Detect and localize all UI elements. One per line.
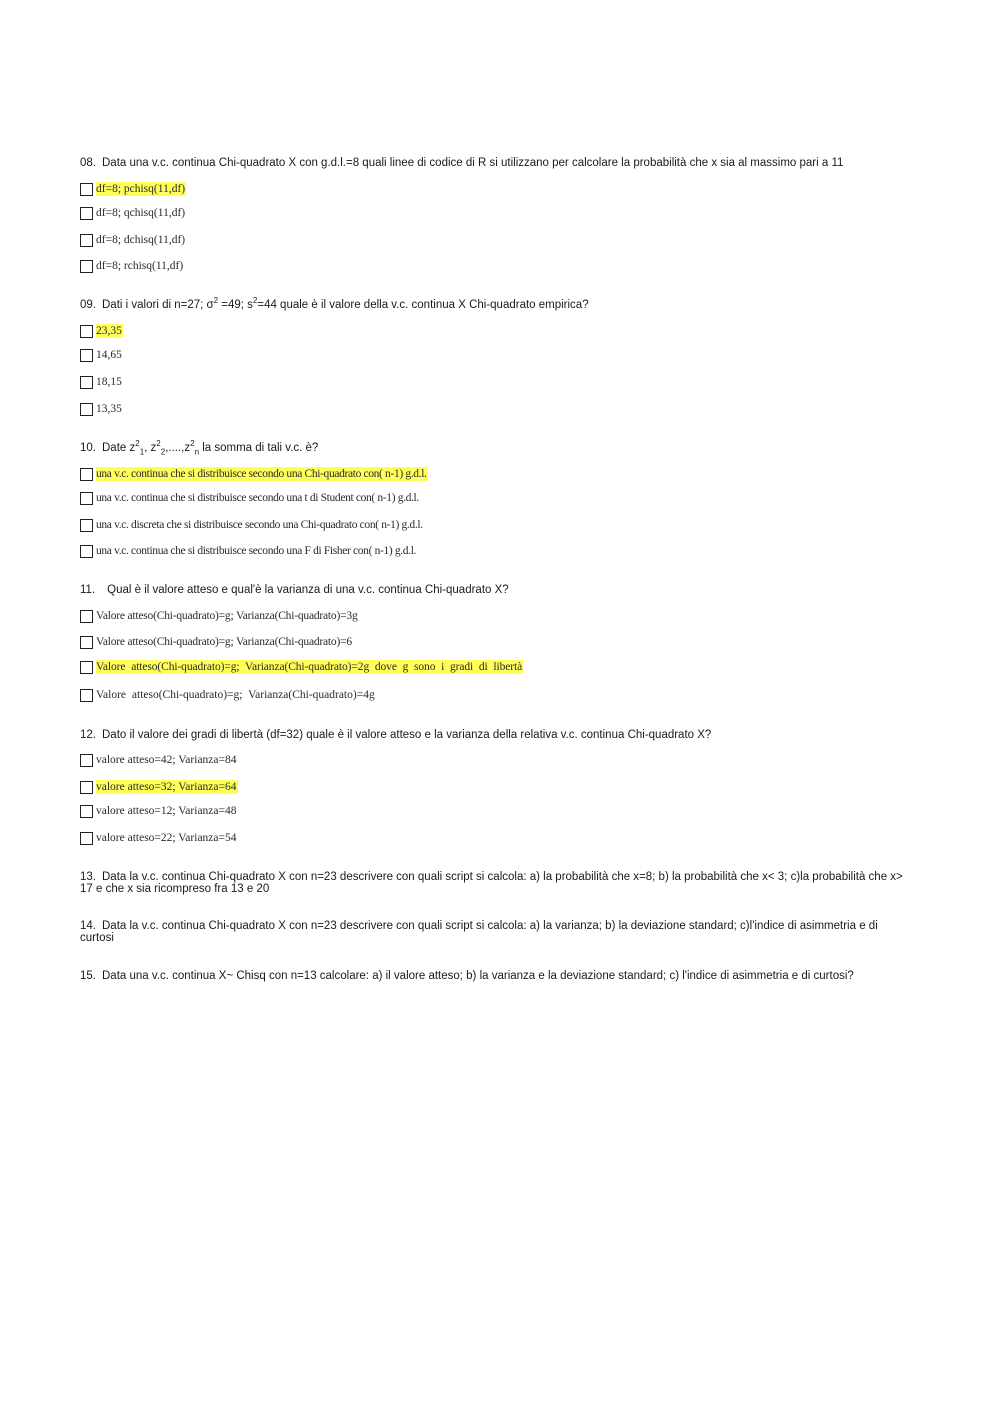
question-14 (80, 920, 910, 944)
question-text: Data una v.c. continua Chi-quadrato X con g.d.l.=8 quali linee di codice di R si utilizzano per calcolare la probabilità che x sia al massimo pari a 11 (102, 157, 844, 169)
checkbox[interactable] (80, 260, 93, 273)
question-15 (80, 970, 920, 982)
option-10-a[interactable] (80, 466, 428, 482)
option-11-c[interactable] (80, 659, 523, 675)
question-text: Data una v.c. continua X~ Chisq con n=13 calcolare: a) il valore atteso; b) la varianza e la deviazione standard; c) l'indice di asimmetria e di curtosi? (102, 970, 854, 982)
question-number: 14. (80, 920, 96, 932)
checkbox[interactable] (80, 610, 93, 623)
question-13 (80, 871, 916, 895)
option-11-b[interactable] (80, 634, 353, 650)
checkbox[interactable] (80, 832, 93, 845)
question-12 (80, 729, 920, 741)
checkbox[interactable] (80, 468, 93, 481)
option-text: Valore atteso(Chi-quadrato)=g; Varianza(Chi-quadrato)=4g (96, 689, 375, 701)
option-text: df=8; pchisq(11,df) (96, 183, 186, 195)
option-12-a[interactable] (80, 752, 238, 768)
question-10 (80, 439, 920, 457)
option-10-b[interactable] (80, 490, 420, 506)
question-number: 10. (80, 442, 96, 454)
question-number: 12. (80, 729, 96, 741)
checkbox[interactable] (80, 519, 93, 532)
option-09-a[interactable] (80, 323, 123, 339)
question-text: Qual è il valore atteso e qual'è la varianza di una v.c. continua Chi-quadrato X? (107, 584, 509, 596)
checkbox[interactable] (80, 325, 93, 338)
option-09-d[interactable] (80, 401, 123, 417)
question-number: 15. (80, 970, 96, 982)
option-text: una v.c. continua che si distribuisce secondo una Chi-quadrato con( n-1) g.d.l. (96, 468, 427, 480)
question-09 (80, 296, 920, 311)
question-text: Dato il valore dei gradi di libertà (df=32) quale è il valore atteso e la varianza della relativa v.c. continua Chi-quadrato X? (102, 729, 712, 741)
checkbox[interactable] (80, 403, 93, 416)
checkbox[interactable] (80, 754, 93, 767)
option-text: valore atteso=32; Varianza=64 (96, 781, 237, 793)
checkbox[interactable] (80, 689, 93, 702)
question-08 (80, 157, 920, 169)
option-08-a[interactable] (80, 181, 186, 197)
question-text: Data la v.c. continua Chi-quadrato X con n=23 descrivere con quali script si calcola: a) la varianza; b) la deviazione standard; c)l'indice di asimmetria e di curtosi (80, 920, 878, 944)
option-text: 14,65 (96, 349, 122, 361)
option-11-d[interactable] (80, 687, 376, 703)
checkbox[interactable] (80, 349, 93, 362)
option-text: df=8; rchisq(11,df) (96, 260, 184, 272)
option-09-c[interactable] (80, 374, 123, 390)
checkbox[interactable] (80, 492, 93, 505)
question-11 (80, 584, 920, 596)
option-text: una v.c. continua che si distribuisce secondo una F di Fisher con( n-1) g.d.l. (96, 545, 417, 557)
option-11-a[interactable] (80, 608, 359, 624)
question-number: 11. (80, 584, 96, 596)
option-text: una v.c. discreta che si distribuisce secondo una Chi-quadrato con( n-1) g.d.l. (96, 519, 423, 531)
question-number: 09. (80, 299, 96, 311)
option-text: df=8; dchisq(11,df) (96, 234, 186, 246)
option-text: 18,15 (96, 376, 122, 388)
checkbox[interactable] (80, 805, 93, 818)
option-12-c[interactable] (80, 803, 238, 819)
option-text: 23,35 (96, 325, 122, 337)
checkbox[interactable] (80, 545, 93, 558)
checkbox[interactable] (80, 636, 93, 649)
option-text: 13,35 (96, 403, 122, 415)
option-text: Valore atteso(Chi-quadrato)=g; Varianza(Chi-quadrato)=3g (96, 610, 358, 622)
checkbox[interactable] (80, 661, 93, 674)
checkbox[interactable] (80, 376, 93, 389)
option-text: df=8; qchisq(11,df) (96, 207, 186, 219)
question-text: Dati i valori di n=27; $\sigma^2 =49$; $s^2=44$ quale è il valore della v.c. continua X Chi-quadrato empirica? (102, 296, 589, 311)
option-12-d[interactable] (80, 830, 238, 846)
option-text: Valore atteso(Chi-quadrato)=g; Varianza(Chi-quadrato)=2g dove g sono i gradi di libertà (96, 661, 523, 673)
option-text: valore atteso=12; Varianza=48 (96, 805, 237, 817)
checkbox[interactable] (80, 781, 93, 794)
question-number: 13. (80, 871, 96, 883)
option-12-b[interactable] (80, 779, 238, 795)
option-text: valore atteso=22; Varianza=54 (96, 832, 237, 844)
question-number: 08. (80, 157, 96, 169)
option-08-d[interactable] (80, 258, 184, 274)
option-10-d[interactable] (80, 543, 417, 559)
checkbox[interactable] (80, 207, 93, 220)
option-text: Valore atteso(Chi-quadrato)=g; Varianza(Chi-quadrato)=6 (96, 636, 352, 648)
option-08-b[interactable] (80, 205, 186, 221)
question-text: Date $z^2_1$, $z^2_2,....,z^2_n$ la somma di tali v.c. è? (102, 439, 319, 457)
checkbox[interactable] (80, 234, 93, 247)
option-10-c[interactable] (80, 517, 424, 533)
checkbox[interactable] (80, 183, 93, 196)
option-text: una v.c. continua che si distribuisce secondo una t di Student con( n-1) g.d.l. (96, 492, 419, 504)
option-08-c[interactable] (80, 232, 186, 248)
option-09-b[interactable] (80, 347, 123, 363)
question-text: Data la v.c. continua Chi-quadrato X con n=23 descrivere con quali script si calcola: a) la probabilità che x=8; b) la probabilità che x< 3; c)la probabilità che x> 17 e che x sia ricompreso fra 13 e 20 (80, 871, 903, 895)
option-text: valore atteso=42; Varianza=84 (96, 754, 237, 766)
